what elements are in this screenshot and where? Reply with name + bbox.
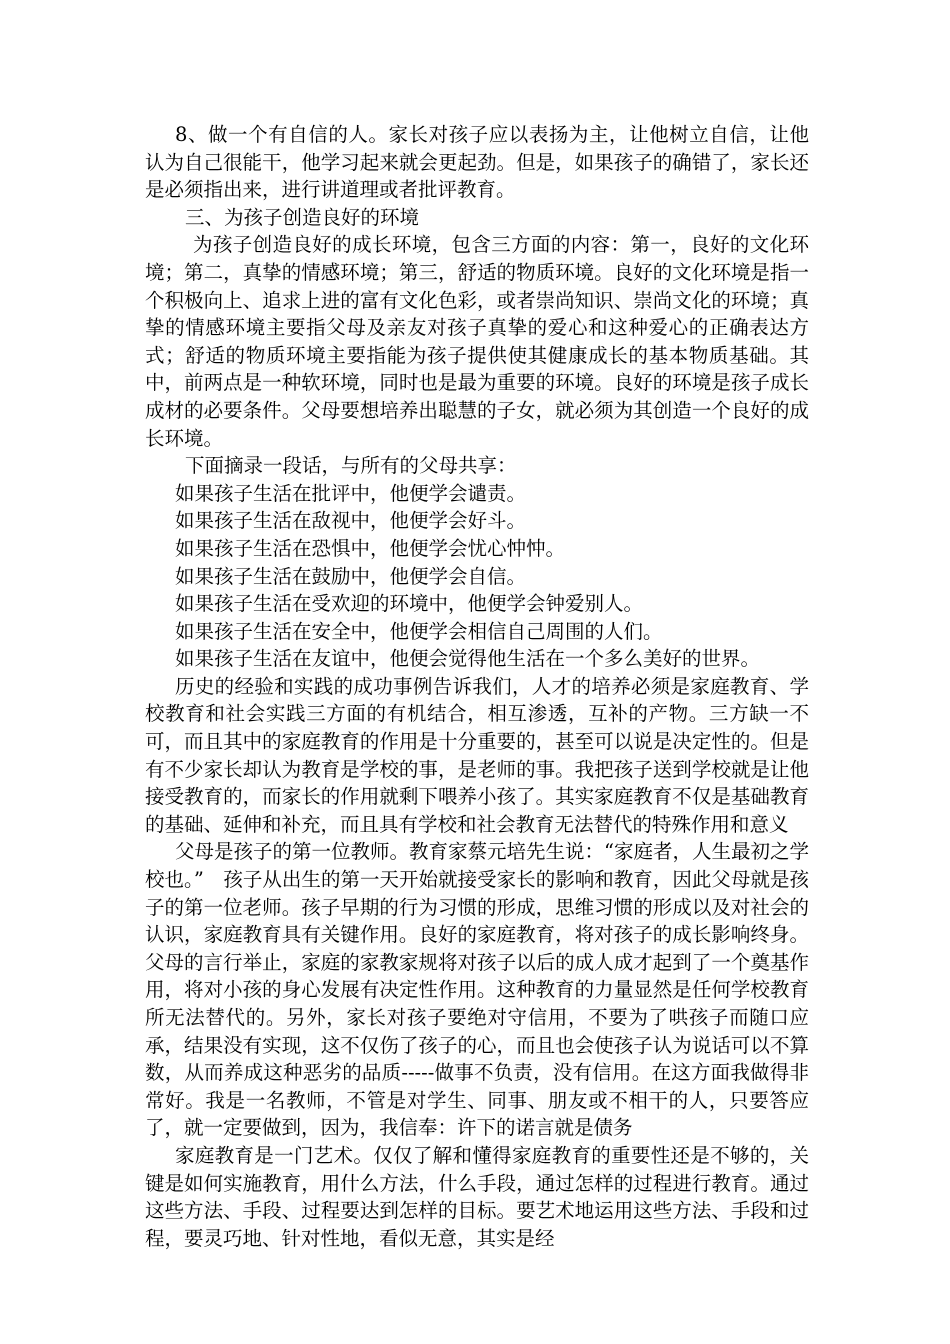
paragraph-environment: 为孩子创造良好的成长环境，包含三方面的内容：第一，良好的文化环境；第二，真挚的情感环境；第三，舒适的物质环境。良好的文化环境是指一个积极向上、追求上进的富有文化色彩，或者崇尚知识、崇尚文化的环境；真挚的情感环境主要指父母及亲友对孩子真挚的爱心和这种爱心的正确表达方式；舒适的物质环境主要指能为孩子提供使其健康成长的基本物质基础。其中，前两点是一种软环境，同时也是最为重要的环境。良好的环境是孩子成长成材的必要条件。父母要想培养出聪慧的子女，就必须为其创造一个良好的成长环境。 — [145, 233, 809, 450]
paragraph-quote-intro: 下面摘录一段话，与所有的父母共享： — [185, 454, 517, 478]
poem-line: 如果孩子生活在安全中，他便学会相信自己周围的人们。 — [175, 619, 663, 643]
paragraph-art: 家庭教育是一门艺术。仅仅了解和懂得家庭教育的重要性还是不够的，关键是如何实施教育，用什么方法，什么手段，通过怎样的过程进行教育。通过这些方法、手段、过程要达到怎样的目标。要艺术地运用这些方法、手段和过程，要灵巧地、针对性地，看似无意，其实是经 — [145, 1143, 809, 1250]
paragraph-history: 历史的经验和实践的成功事例告诉我们，人才的培养必须是家庭教育、学校教育和社会实践三方面的有机结合，相互渗透，互补的产物。三方缺一不可，而且其中的家庭教育的作用是十分重要的，甚至可以说是决定性的。但是有不少家长却认为教育是学校的事，是老师的事。我把孩子送到学校就是让他接受教育的，而家长的作用就剩下喂养小孩了。其实家庭教育不仅是基础教育的基础、延伸和补充，而且具有学校和社会教育无法替代的特殊作用和意义 — [145, 674, 809, 836]
poem-line: 如果孩子生活在受欢迎的环境中，他便学会钟爱别人。 — [175, 592, 644, 616]
poem-line: 如果孩子生活在批评中，他便学会谴责。 — [175, 481, 527, 505]
poem-line: 如果孩子生活在友谊中，他便会觉得他生活在一个多么美好的世界。 — [175, 647, 761, 671]
paragraph-point-8: 8、做一个有自信的人。家长对孩子应以表扬为主，让他树立自信，让他认为自己很能干，他学习起来就会更起劲。但是，如果孩子的确错了，家长还是必须指出来，进行讲道理或者批评教育。 — [145, 123, 809, 202]
poem-line: 如果孩子生活在敌视中，他便学会好斗。 — [175, 509, 527, 533]
document-body — [145, 121, 809, 1252]
section-heading: 三、为孩子创造良好的环境 — [185, 205, 420, 229]
poem-line: 如果孩子生活在鼓励中，他便学会自信。 — [175, 564, 527, 588]
poem-line: 如果孩子生活在恐惧中，他便学会忧心忡忡。 — [175, 536, 566, 560]
paragraph-first-teacher: 父母是孩子的第一位教师。教育家蔡元培先生说：“家庭者，人生最初之学校也。” 孩子从出生的第一天开始就接受家长的影响和教育，因此父母就是孩子的第一位老师。孩子早期的行为习惯的形成，思维习惯的形成以及对社会的认识，家庭教育具有关键作用。良好的家庭教育，将对孩子的成长影响终身。父母的言行举止，家庭的家教家规将对孩子以后的成人成才起到了一个奠基作用，将对小孩的身心发展有决定性作用。这种教育的力量显然是任何学校教育所无法替代的。另外，家长对孩子要绝对守信用，不要为了哄孩子而随口应承，结果没有实现，这不仅伤了孩子的心，而且也会使孩子认为说话可以不算数，从而养成这种恶劣的品质-----做事不负责，没有信用。在这方面我做得非常好。我是一名教师，不管是对学生、同事、朋友或不相干的人，只要答应了，就一定要做到，因为，我信奉：许下的诺言就是债务 — [145, 840, 809, 1140]
